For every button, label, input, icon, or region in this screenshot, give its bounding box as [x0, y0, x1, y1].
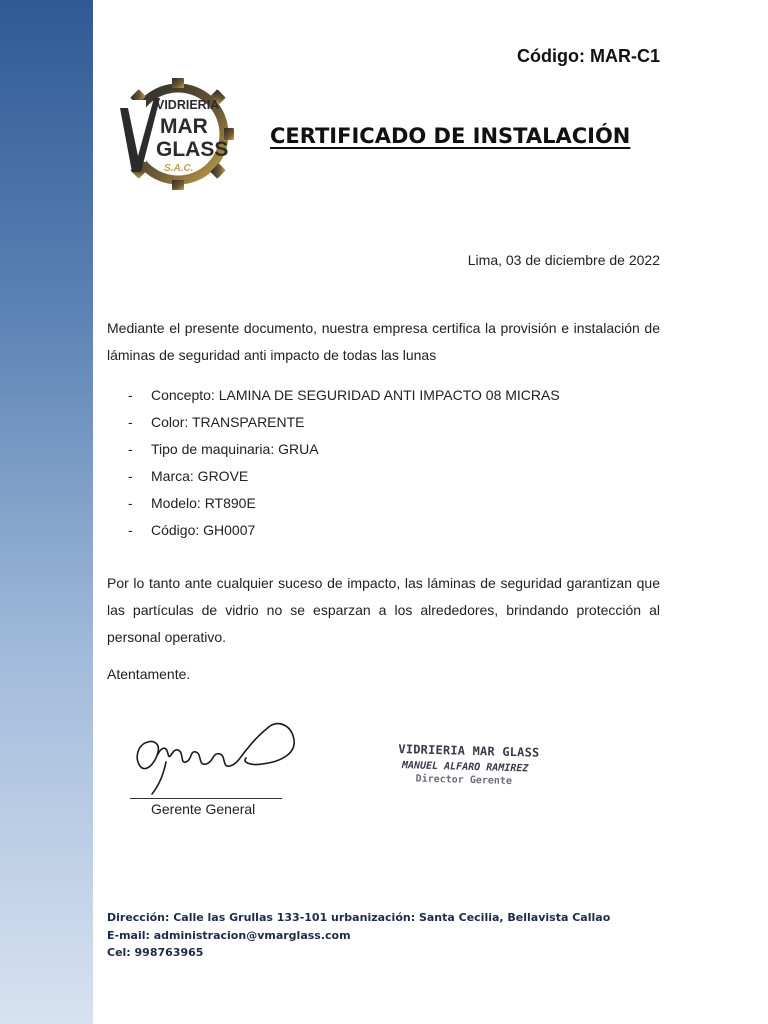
conclusion-paragraph: Por lo tanto ante cualquier suceso de impacto, las láminas de seguridad garantizan que las partículas de vidrio no se esparzan a los alrededores, brindando protección al personal operativo.: [107, 575, 660, 645]
decorative-side-bar: [0, 0, 93, 1024]
list-item: - Color: TRANSPARENTE: [128, 414, 305, 430]
logo-text-line3: GLASS: [156, 138, 229, 161]
list-item: - Concepto: LAMINA DE SEGURIDAD ANTI IMPACTO 08 MICRAS: [128, 387, 560, 403]
list-item-text: Código: GH0007: [151, 522, 256, 538]
footer-email: E-mail: administracion@vmarglass.com: [107, 928, 351, 942]
footer-address: Dirección: Calle las Grullas 133-101 urbanización: Santa Cecilia, Bellavista Callao: [107, 911, 611, 924]
footer-contact: [107, 909, 610, 962]
stamp-role: Director Gerente: [415, 773, 513, 788]
document-title: CERTIFICADO DE INSTALACIÓN: [270, 124, 631, 148]
list-item: - Código: GH0007: [128, 522, 256, 538]
list-item-text: Modelo: RT890E: [151, 495, 256, 511]
list-item-text: Color: TRANSPARENTE: [151, 414, 305, 430]
company-logo: [116, 76, 240, 190]
footer-phone: Cel: 998763965: [107, 946, 204, 959]
stamp-company: VIDRIERIA MAR GLASS: [398, 742, 540, 760]
signature-role: Gerente General: [151, 801, 256, 817]
list-item-text: Concepto: LAMINA DE SEGURIDAD ANTI IMPACTO 08 MICRAS: [151, 387, 560, 403]
stamp-name: MANUEL ALFARO RAMIREZ: [401, 760, 529, 775]
logo-text-line2: MAR: [160, 115, 208, 138]
closing-text: Atentamente.: [107, 666, 191, 682]
document-date: Lima, 03 de diciembre de 2022: [467, 252, 660, 268]
signature-line: [130, 798, 282, 799]
document-code: Código: MAR-C1: [517, 46, 660, 66]
list-item-text: Tipo de maquinaria: GRUA: [151, 441, 319, 457]
logo-text-line4: S.A.C.: [164, 163, 194, 174]
company-stamp: [397, 742, 548, 788]
logo-text-line1: VIDRIERIA: [156, 98, 220, 112]
intro-paragraph: Mediante el presente documento, nuestra empresa certifica la provisión e instalación de láminas de seguridad anti impacto de todas las lunas: [107, 320, 660, 363]
list-item-text: Marca: GROVE: [151, 468, 249, 484]
list-item: - Marca: GROVE: [128, 468, 249, 484]
handwritten-signature: [130, 718, 300, 800]
list-item: - Modelo: RT890E: [128, 495, 256, 511]
list-item: - Tipo de maquinaria: GRUA: [128, 441, 319, 457]
details-list: [128, 382, 560, 544]
